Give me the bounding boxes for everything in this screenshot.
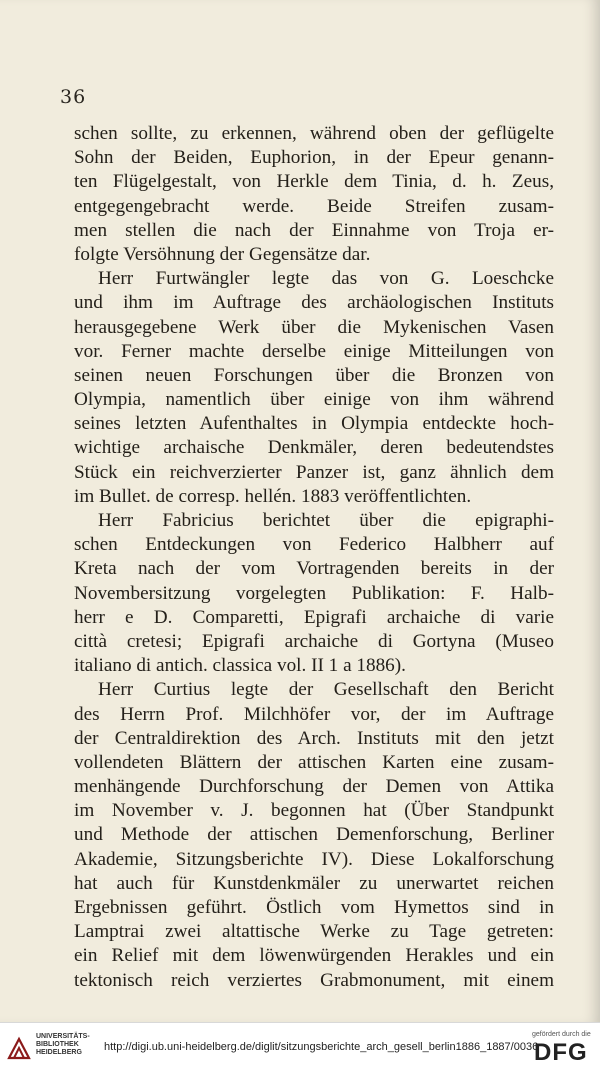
text-line: Akademie, Sitzungsberichte IV). Diese Lokalforschung: [74, 848, 554, 870]
text-line: vor. Ferner machte derselbe einige Mitteilungen von: [74, 340, 554, 362]
permalink-url[interactable]: http://digi.ub.uni-heidelberg.de/diglit/sitzungsberichte_arch_gesell_berlin1886_1887/0036: [104, 1041, 539, 1053]
text-line: folgte Versöhnung der Gegensätze dar.: [74, 243, 371, 265]
text-line: città cretesi; Epigrafi archaiche di Gortyna (Museo: [74, 630, 554, 652]
text-line: und Methode der attischen Demenforschung, Berliner: [74, 824, 554, 846]
page-number: 36: [60, 86, 87, 108]
text-line: hat auch für Kunstdenkmäler zu unerwartet reichen: [74, 872, 554, 894]
text-line: Ergebnissen geführt. Östlich vom Hymettos sind in: [74, 897, 554, 918]
text-line: Stück ein reichverzierter Panzer ist, ganz ähnlich dem: [74, 461, 554, 483]
text-line: Herr Furtwängler legte das von G. Loeschcke: [98, 268, 554, 290]
text-line: ten Flügelgestalt, von Herkle dem Tinia, d. h. Zeus,: [74, 171, 554, 193]
university-library-logo-icon: [6, 1035, 32, 1061]
text-line: wichtige archaische Denkmäler, deren bedeutendstes: [74, 437, 554, 459]
text-line: Herr Curtius legte der Gesellschaft den Bericht: [98, 679, 554, 701]
text-line: Lamptrai zwei altattische Werke zu Tage getreten:: [74, 921, 554, 943]
text-line: italiano di antich. classica vol. II 1 a 1886).: [74, 655, 406, 677]
text-line: schen Entdeckungen von Federico Halbherr auf: [74, 534, 554, 556]
library-name: UNIVERSITÄTS- BIBLIOTHEK HEIDELBERG: [36, 1033, 90, 1056]
funding-note: gefördert durch die: [532, 1031, 591, 1038]
text-line: Sohn der Beiden, Euphorion, in der Epeur genann-: [74, 147, 554, 169]
text-line: herausgegebene Werk über die Mykenischen Vasen: [74, 316, 554, 338]
text-line: Kreta nach der vom Vortragenden bereits in der: [74, 558, 554, 580]
text-line: entgegengebracht werde. Beide Streifen zusam-: [74, 195, 554, 217]
text-line: seines letzten Aufenthaltes in Olympia entdeckte hoch-: [74, 413, 554, 435]
text-line: vollendeten Blättern der attischen Karten eine zusam-: [74, 751, 554, 773]
text-line: Herr Fabricius berichtet über die epigraphi-: [98, 510, 554, 531]
text-line: herr e D. Comparetti, Epigrafi archaiche di varie: [74, 606, 554, 628]
text-line: der Centraldirektion des Arch. Instituts mit den jetzt: [74, 727, 554, 749]
text-line: men stellen die nach der Einnahme von Troja er-: [74, 219, 554, 241]
text-line: des Herrn Prof. Milchhöfer vor, der im Auftrage: [74, 703, 554, 725]
dfg-logo: DFG: [534, 1039, 588, 1066]
viewer-footer: [0, 1022, 600, 1074]
text-line: Novembersitzung vorgelegten Publikation: F. Halb-: [74, 582, 554, 604]
text-line: ein Relief mit dem löwenwürgenden Herakles und ein: [74, 945, 554, 967]
text-line: und ihm im Auftrage des archäologischen Instituts: [74, 292, 554, 314]
text-line: schen sollte, zu erkennen, während oben der geflügelte: [74, 123, 554, 144]
text-line: im November v. J. begonnen hat (Über Standpunkt: [74, 800, 554, 822]
text-line: menhängende Durchforschung der Demen von Attika: [74, 776, 554, 798]
text-line: seinen neuen Forschungen über die Bronzen von: [74, 364, 554, 386]
text-line: tektonisch reich verziertes Grabmonument, mit einem: [74, 969, 554, 991]
text-line: Olympia, namentlich über einige von ihm während: [74, 389, 554, 411]
body-text: [74, 122, 554, 993]
text-line: im Bullet. de corresp. hellén. 1883 veröffentlichten.: [74, 485, 472, 507]
